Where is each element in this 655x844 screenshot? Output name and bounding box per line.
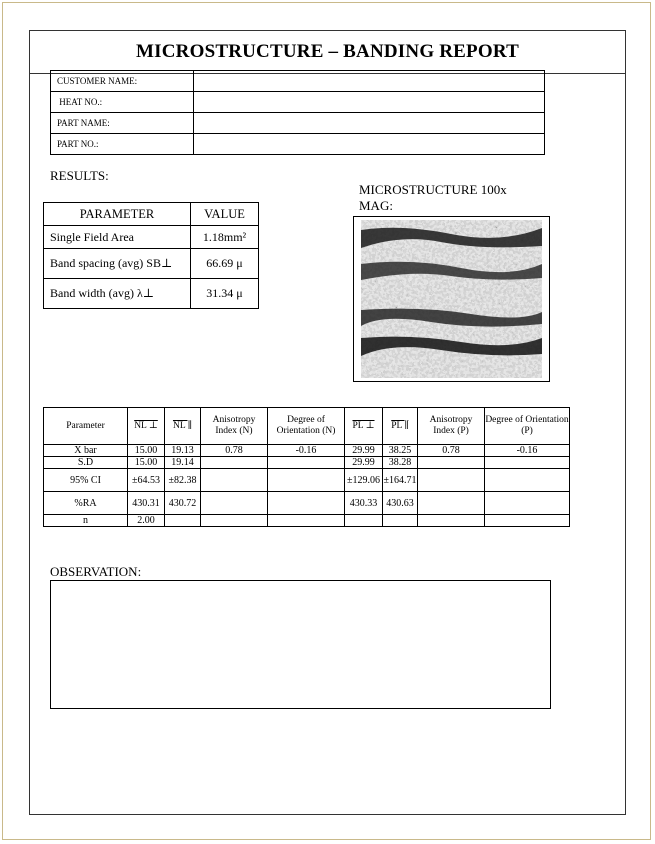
col-nl-perp: [128, 408, 165, 445]
data-cell: [201, 492, 268, 515]
data-cell: 430.31: [128, 492, 165, 515]
data-cell: 2.00: [128, 515, 165, 527]
data-cell: ±129.06: [345, 469, 383, 492]
heat-no-input[interactable]: [194, 92, 548, 112]
micrograph-image: [361, 220, 542, 378]
data-row: [44, 445, 570, 457]
observation-textarea[interactable]: [51, 581, 550, 708]
pl-par-label: PL ∥: [391, 420, 409, 431]
customer-name-cell: [193, 71, 544, 92]
col-nl-par: [165, 408, 201, 445]
data-cell: [268, 469, 345, 492]
data-row: [44, 469, 570, 492]
result-value: 66.69 μ: [191, 249, 259, 279]
data-cell: ±164.71: [383, 469, 418, 492]
part-no-input[interactable]: [194, 134, 548, 154]
data-cell: [418, 457, 485, 469]
part-no-cell: [193, 134, 544, 155]
data-cell: [268, 492, 345, 515]
result-value: 1.18mm²: [191, 226, 259, 249]
data-cell: 0.78: [418, 445, 485, 457]
data-row: [44, 515, 570, 527]
heat-no-label: HEAT NO.:: [51, 92, 194, 113]
customer-row: [51, 92, 545, 113]
result-param: Single Field Area: [44, 226, 191, 249]
data-cell: ±64.53: [128, 469, 165, 492]
results-row: [44, 279, 259, 309]
nl-par-label: NL ∥: [172, 420, 193, 431]
result-value: 31.34 μ: [191, 279, 259, 309]
data-cell: [165, 515, 201, 527]
data-cell: 430.63: [383, 492, 418, 515]
data-cell: [345, 515, 383, 527]
data-cell: [418, 469, 485, 492]
data-cell: X bar: [44, 445, 128, 457]
results-label: RESULTS:: [50, 168, 109, 183]
data-cell: [268, 457, 345, 469]
data-cell: [201, 457, 268, 469]
data-cell: 95% CI: [44, 469, 128, 492]
data-cell: S.D: [44, 457, 128, 469]
micrograph-label: MICROSTRUCTURE 100x MAG:: [359, 182, 507, 213]
col-pl-perp: [345, 408, 383, 445]
part-name-label: PART NAME:: [51, 113, 194, 134]
data-cell: [201, 515, 268, 527]
data-cell: [201, 469, 268, 492]
value-header: VALUE: [191, 203, 259, 226]
data-cell: [485, 469, 570, 492]
data-cell: 38.28: [383, 457, 418, 469]
data-cell: 0.78: [201, 445, 268, 457]
results-table: [43, 202, 259, 309]
data-cell: 430.33: [345, 492, 383, 515]
data-cell: %RA: [44, 492, 128, 515]
data-cell: 19.14: [165, 457, 201, 469]
customer-name-input[interactable]: [194, 71, 548, 91]
customer-row: [51, 134, 545, 155]
data-cell: [485, 492, 570, 515]
results-row: [44, 226, 259, 249]
part-name-input[interactable]: [194, 113, 548, 133]
data-cell: -0.16: [268, 445, 345, 457]
results-header-row: [44, 203, 259, 226]
nl-perp-label: NL ⊥: [134, 420, 158, 431]
data-cell: [418, 515, 485, 527]
banding-data-table: [43, 407, 570, 527]
col-anisotropy-p: Anisotropy Index (P): [418, 408, 485, 445]
results-row: [44, 249, 259, 279]
col-anisotropy-n: Anisotropy Index (N): [201, 408, 268, 445]
observation-box: [50, 580, 551, 709]
data-cell: [383, 515, 418, 527]
customer-name-label: CUSTOMER NAME:: [51, 71, 194, 92]
data-header-row: [44, 408, 570, 445]
customer-info-table: [50, 70, 545, 155]
result-param: Band width (avg) λ⊥: [44, 279, 191, 309]
data-cell: [485, 515, 570, 527]
data-cell: ±82.38: [165, 469, 201, 492]
data-cell: n: [44, 515, 128, 527]
report-title: MICROSTRUCTURE – BANDING REPORT: [30, 31, 625, 74]
data-cell: 38.25: [383, 445, 418, 457]
col-parameter: Parameter: [44, 408, 128, 445]
data-cell: 430.72: [165, 492, 201, 515]
data-cell: 29.99: [345, 445, 383, 457]
data-cell: -0.16: [485, 445, 570, 457]
part-no-label: PART NO.:: [51, 134, 194, 155]
customer-row: [51, 71, 545, 92]
data-cell: [485, 457, 570, 469]
col-pl-par: [383, 408, 418, 445]
col-orientation-n: Degree of Orientation (N): [268, 408, 345, 445]
data-cell: 29.99: [345, 457, 383, 469]
data-cell: 19.13: [165, 445, 201, 457]
heat-no-cell: [193, 92, 544, 113]
data-cell: 15.00: [128, 445, 165, 457]
col-orientation-p: Degree of Orientation (P): [485, 408, 570, 445]
parameter-header: PARAMETER: [44, 203, 191, 226]
customer-row: [51, 113, 545, 134]
observation-label: OBSERVATION:: [50, 564, 142, 579]
result-param: Band spacing (avg) SB⊥: [44, 249, 191, 279]
part-name-cell: [193, 113, 544, 134]
data-cell: 15.00: [128, 457, 165, 469]
data-cell: [268, 515, 345, 527]
data-row: [44, 492, 570, 515]
pl-perp-label: PL ⊥: [352, 420, 375, 431]
micrograph-frame: [353, 216, 550, 382]
data-cell: [418, 492, 485, 515]
data-row: [44, 457, 570, 469]
